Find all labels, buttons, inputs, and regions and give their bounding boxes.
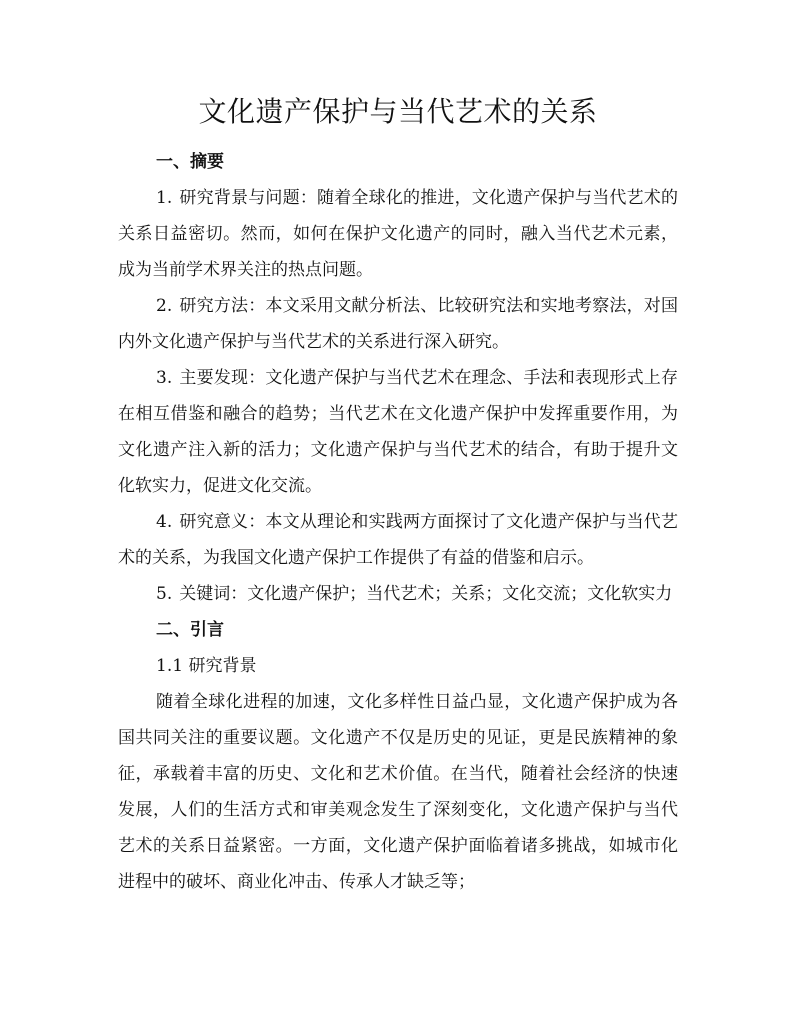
abstract-item-number: 1. [156,188,173,208]
abstract-item-text: 主要发现：文化遗产保护与当代艺术在理念、手法和表现形式上存在相互借鉴和融合的趋势；当代艺术在文化遗产保护中发挥重要作用，为文化遗产注入新的活力；文化遗产保护与当代艺术的结合，有助于提升文化软实力，促进文化交流。 [118,368,678,496]
abstract-item-text: 研究背景与问题：随着全球化的推进，文化遗产保护与当代艺术的关系日益密切。然而，如何在保护文化遗产的同时，融入当代艺术元素，成为当前学术界关注的热点问题。 [118,188,678,280]
abstract-item-text: 关键词：文化遗产保护；当代艺术；关系；文化交流；文化软实力 [179,584,673,604]
abstract-item-3 [118,360,678,504]
abstract-item-number: 2. [156,296,173,316]
background-paragraph: 随着全球化进程的加速，文化多样性日益凸显，文化遗产保护成为各国共同关注的重要议题。文化遗产不仅是历史的见证，更是民族精神的象征，承载着丰富的历史、文化和艺术价值。在当代，随着社会经济的快速发展，人们的生活方式和审美观念发生了深刻变化，文化遗产保护与当代艺术的关系日益紧密。一方面，文化遗产保护面临着诸多挑战，如城市化进程中的破坏、商业化冲击、传承人才缺乏等； [118,692,678,892]
subsection-heading-background: 1.1 研究背景 [156,656,257,676]
abstract-item-number: 5. [156,584,173,604]
abstract-item-1 [118,180,678,288]
abstract-item-5 [118,576,678,612]
abstract-item-text: 研究方法：本文采用文献分析法、比较研究法和实地考察法，对国内外文化遗产保护与当代艺术的关系进行深入研究。 [118,296,678,352]
abstract-item-number: 3. [156,368,173,388]
abstract-item-number: 4. [156,512,173,532]
section-heading-introduction: 二、引言 [156,620,224,640]
abstract-item-text: 研究意义：本文从理论和实践两方面探讨了文化遗产保护与当代艺术的关系，为我国文化遗产保护工作提供了有益的借鉴和启示。 [118,512,678,568]
abstract-item-2 [118,288,678,360]
section-heading-abstract: 一、摘要 [156,152,224,172]
document-title: 文化遗产保护与当代艺术的关系 [198,95,598,128]
abstract-item-4 [118,504,678,576]
